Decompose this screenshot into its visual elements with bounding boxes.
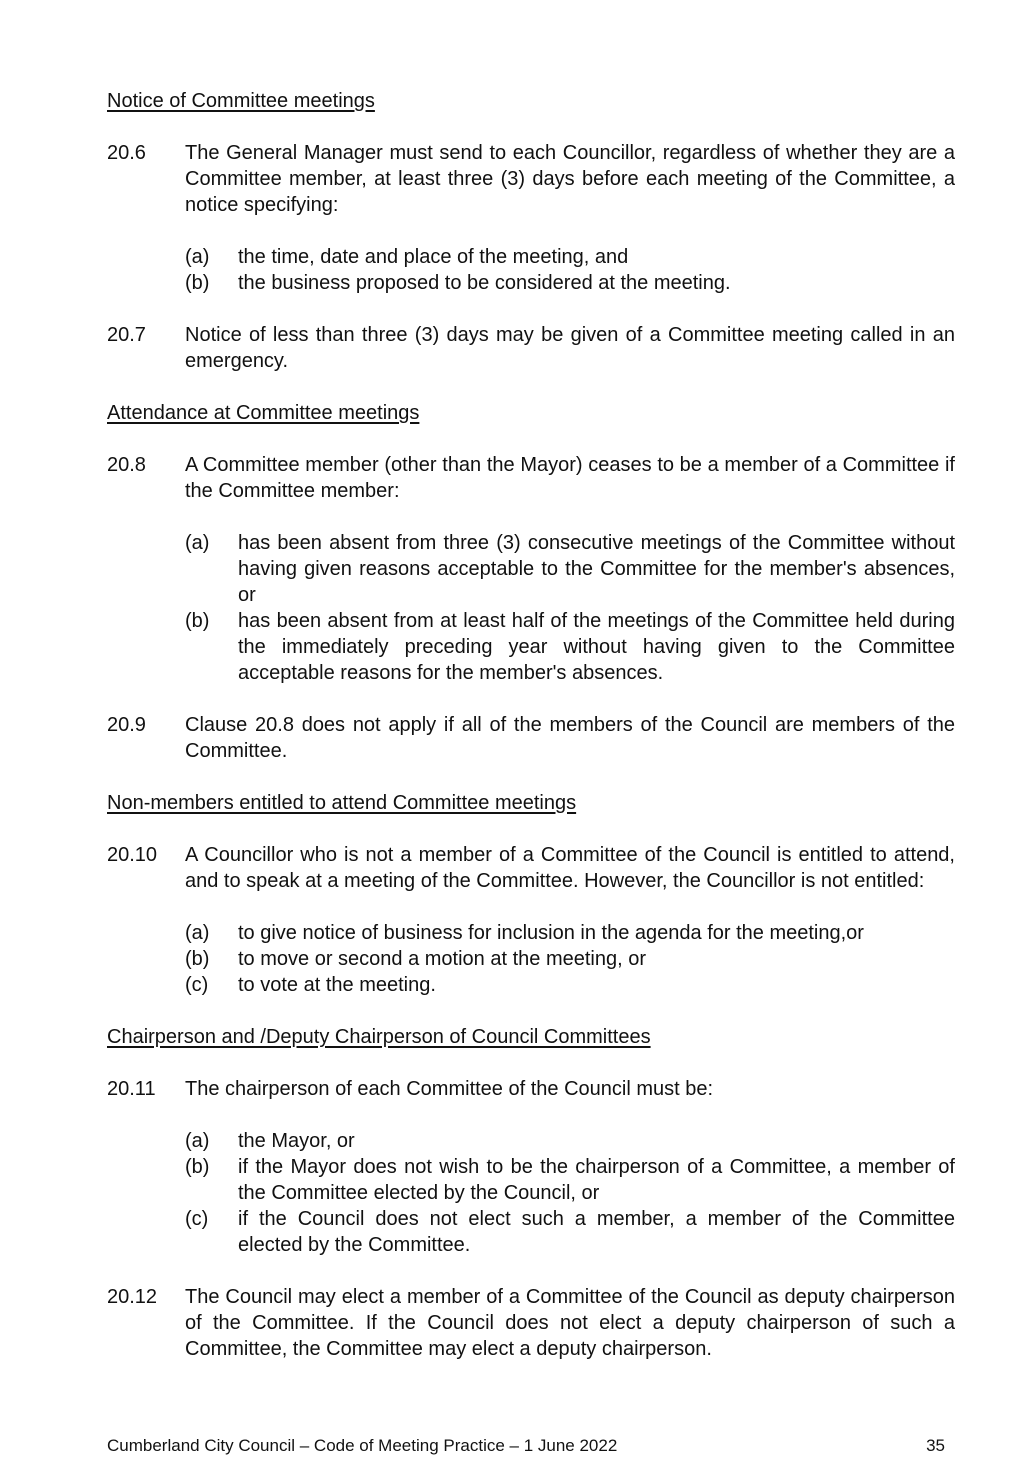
item-label: (c) bbox=[185, 974, 209, 996]
item-label: (b) bbox=[185, 272, 210, 294]
clause-20-12 bbox=[107, 1284, 955, 1362]
item-label: (a) bbox=[185, 922, 210, 944]
clause-text: A Committee member (other than the Mayor) ceases to be a member of a Committee if the Committee member: bbox=[185, 454, 955, 502]
clause-text: A Councillor who is not a member of a Committee of the Council is entitled to attend, and to speak at a meeting of the Committee. However, the Councillor is not entitled: bbox=[185, 844, 955, 892]
item-label: (a) bbox=[185, 532, 210, 554]
clause-20-10 bbox=[107, 842, 955, 894]
item-label: (a) bbox=[185, 246, 210, 268]
item-text: to move or second a motion at the meeting, or bbox=[238, 948, 646, 970]
item-label: (c) bbox=[185, 1208, 209, 1230]
list-item bbox=[185, 1154, 955, 1206]
list-item bbox=[185, 608, 955, 686]
item-text: to give notice of business for inclusion in the agenda for the meeting,or bbox=[238, 922, 864, 944]
clause-20-11-items bbox=[185, 1128, 955, 1258]
item-label: (b) bbox=[185, 1156, 210, 1178]
clause-number: 20.6 bbox=[107, 142, 146, 164]
heading-notice: Notice of Committee meetings bbox=[107, 90, 375, 112]
item-text: has been absent from at least half of the meetings of the Committee held during the immediately preceding year without having given to the Committee acceptable reasons for the member's absences. bbox=[238, 610, 955, 684]
heading-attendance: Attendance at Committee meetings bbox=[107, 402, 420, 424]
clause-20-10-items bbox=[185, 920, 955, 998]
clause-text: The General Manager must send to each Councillor, regardless of whether they are a Committee member, at least three (3) days before each meeting of the Committee, a notice specifying: bbox=[185, 142, 955, 216]
clause-20-6-items bbox=[185, 244, 955, 296]
document-page bbox=[107, 88, 955, 1362]
item-text: has been absent from three (3) consecutive meetings of the Committee without having given reasons acceptable to the Committee for the member's absences, or bbox=[238, 532, 955, 606]
clause-number: 20.8 bbox=[107, 454, 146, 476]
list-item bbox=[185, 1128, 955, 1154]
item-text: the business proposed to be considered at the meeting. bbox=[238, 272, 731, 294]
clause-number: 20.10 bbox=[107, 844, 158, 866]
item-text: the Mayor, or bbox=[238, 1130, 355, 1152]
list-item bbox=[185, 972, 955, 998]
clause-20-9 bbox=[107, 712, 955, 764]
footer-document-title: Cumberland City Council – Code of Meeting Practice – 1 June 2022 bbox=[107, 1436, 618, 1455]
clause-number: 20.11 bbox=[107, 1078, 156, 1100]
item-text: if the Council does not elect such a member, a member of the Committee elected by the Committee. bbox=[238, 1208, 955, 1256]
clause-text: The Council may elect a member of a Committee of the Council as deputy chairperson of the Committee. If the Council does not elect a deputy chairperson of such a Committee, the Committee may elect a deputy chairperson. bbox=[185, 1286, 955, 1360]
clause-number: 20.9 bbox=[107, 714, 146, 736]
clause-20-8-items bbox=[185, 530, 955, 686]
clause-20-11 bbox=[107, 1076, 955, 1102]
heading-nonmembers: Non-members entitled to attend Committee meetings bbox=[107, 792, 577, 814]
list-item bbox=[185, 530, 955, 608]
heading-chairperson: Chairperson and /Deputy Chairperson of Council Committees bbox=[107, 1026, 651, 1048]
clause-number: 20.7 bbox=[107, 324, 146, 346]
clause-number: 20.12 bbox=[107, 1286, 158, 1308]
clause-20-7 bbox=[107, 322, 955, 374]
item-text: the time, date and place of the meeting, and bbox=[238, 246, 629, 268]
clause-20-6 bbox=[107, 140, 955, 218]
clause-text: Clause 20.8 does not apply if all of the members of the Council are members of the Committee. bbox=[185, 714, 955, 762]
item-text: to vote at the meeting. bbox=[238, 974, 436, 996]
clause-20-8 bbox=[107, 452, 955, 504]
list-item bbox=[185, 244, 955, 270]
item-label: (b) bbox=[185, 948, 210, 970]
list-item bbox=[185, 1206, 955, 1258]
page-number: 35 bbox=[926, 1436, 945, 1455]
list-item bbox=[185, 270, 955, 296]
clause-text: Notice of less than three (3) days may be given of a Committee meeting called in an emergency. bbox=[185, 324, 955, 372]
item-label: (b) bbox=[185, 610, 210, 632]
list-item bbox=[185, 920, 955, 946]
item-label: (a) bbox=[185, 1130, 210, 1152]
clause-text: The chairperson of each Committee of the Council must be: bbox=[185, 1078, 714, 1100]
list-item bbox=[185, 946, 955, 972]
item-text: if the Mayor does not wish to be the chairperson of a Committee, a member of the Committee elected by the Council, or bbox=[238, 1156, 955, 1204]
page-footer bbox=[107, 1434, 945, 1458]
